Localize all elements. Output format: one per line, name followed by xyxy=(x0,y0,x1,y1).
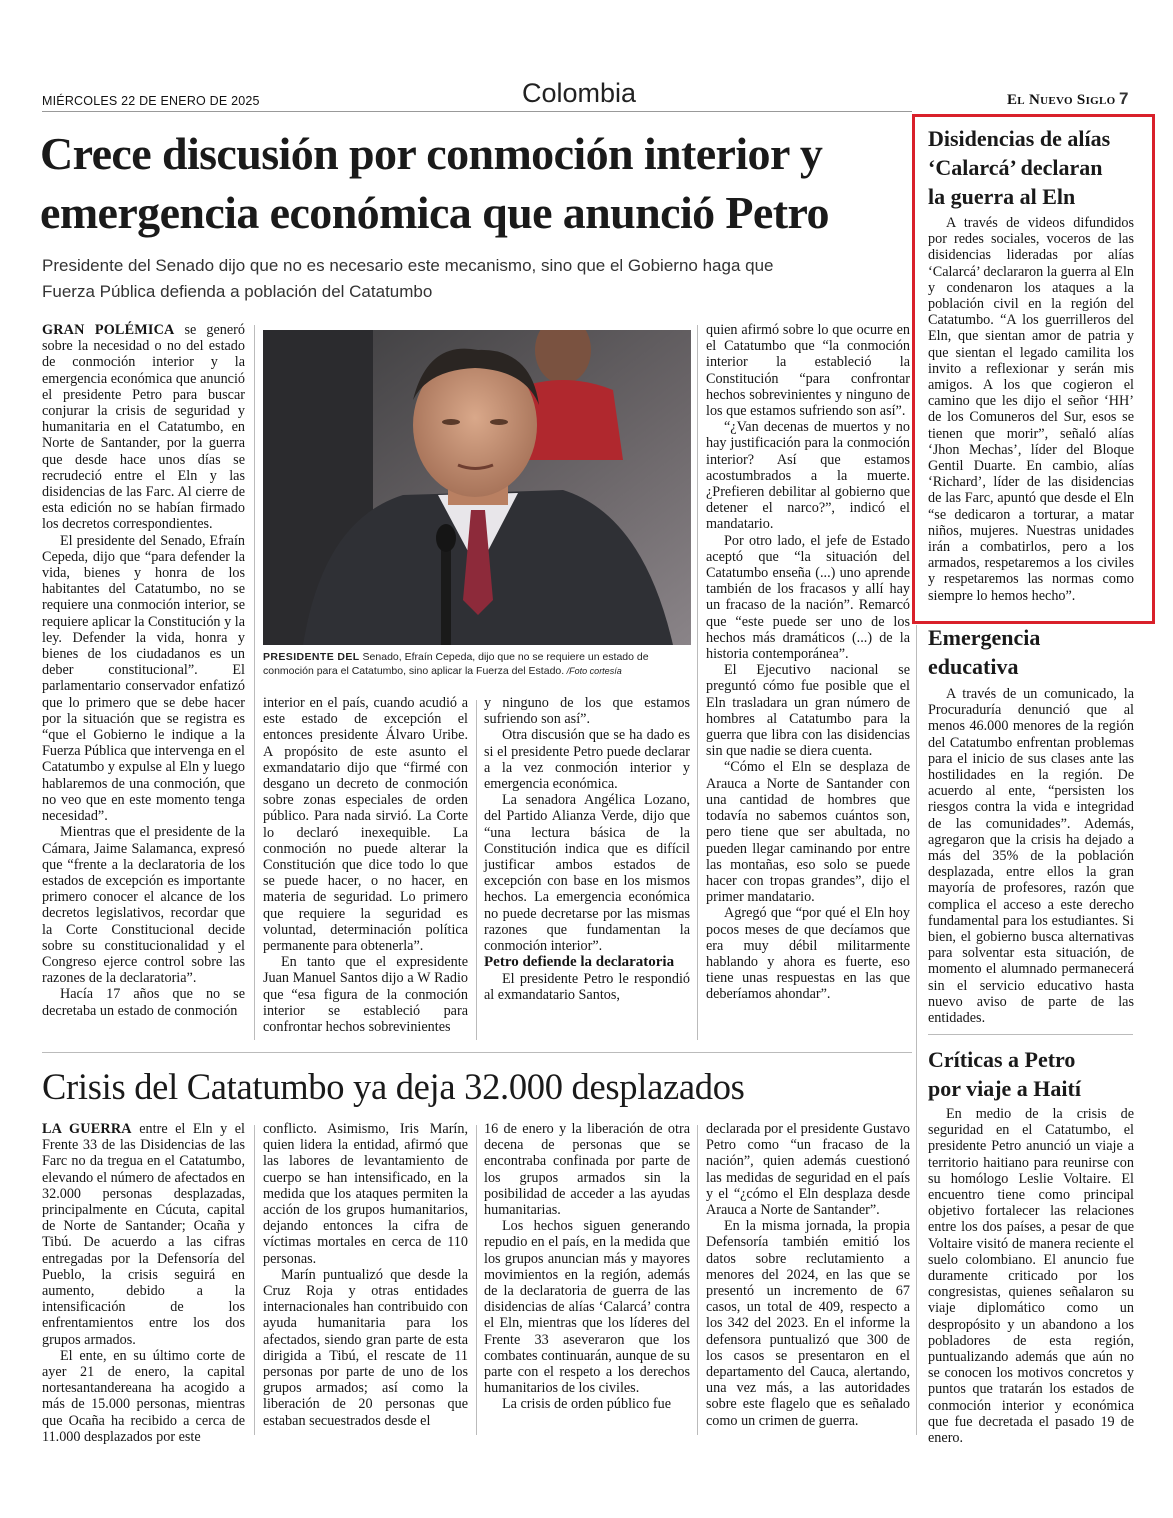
main-col4-p2: “¿Van decenas de muertos y no hay justificación para la conmoción interior? Así que estamos acostumbrados a la muerte. ¿Prefieren debilitar al gobierno que detener el narco?”, indicó el mandatario. xyxy=(706,419,910,533)
column-rule xyxy=(697,325,698,1040)
story3-body-text: En medio de la crisis de seguridad en el Catatumbo, el presidente Petro anunció un viaje a territorio haitiano para reunirse con su homólogo Leslie Voltaire. El encuentro tiene como principal objetivo fortalecer las relaciones entre los dos países, a pesar de que Voltaire visitó de manera reciente el suelo colombiano. El anuncio fue duramente criticado por los congresistas, quienes señalaron su viaje diplomático como un despropósito y un abandono a los pobladores de esta región, puntualizando además que aún no se conocen los motivos concretos y puntos que tratarán los estados de conmoción interior y económica que fue decretada el pasado 19 de enero. xyxy=(928,1106,1134,1447)
main-col4-p3: Por otro lado, el jefe de Estado aceptó que “la situación del Catatumbo enseña (...) uno aprende también de los fracasos y allí hay un fracaso de la nación”. Remarcó que “este puede ser uno de los hechos más dramáticos (...) de la historia contemporánea”. xyxy=(706,532,910,663)
second-col3-p2: Los hechos siguen generando repudio en el país, en la medida que los grupos anuncian más y mayores movimientos en la región, además de la declaratoria de guerra de las disidencias de alías ‘Calarcá’ contra el Eln, mientras que los líderes del Frente 33 aseveraron que los combates continuarán, aunque de su parte con el respeto a los derechos humanitarios de los civiles. xyxy=(484,1218,690,1397)
second-col3-p1: 16 de enero y la liberación de otra decena de personas que se encontraba confinada por parte de los grupos armados sin la posibilidad de acceder a las ayudas humanitarias. xyxy=(484,1121,690,1219)
main-col2-p1: interior en el país, cuando acudió a este estado de excepción el entonces presidente Álvaro Uribe. A propósito de este asunto el exmandatario dijo que “firmé con desgano un decreto de conmoción sobre zonas especiales de orden público. Para nada sirvió. La Corte lo declaró inexequible. La conmoción no puede alterar la Constitución que dice todo lo que se puede hacer, o no hacer, en materia de seguridad. Lo primero que requiere la seguridad es voluntad, determinación política permanente para obtenerla”. xyxy=(263,695,468,955)
main-col4-p5: “Cómo el Eln se desplaza de Arauca a Norte de Santander con una cantidad de hombres que todavía no sabemos cuántos son, pero tiene que ser abultada, no pueden llegar caminando por entre las montañas, eso solo se puede hacer con tropas grandes”, dijo el primer mandatario. xyxy=(706,759,910,906)
sidebar-story1-title xyxy=(928,124,1153,211)
subheadline-line1: Presidente del Senado dijo que no es necesario este mecanismo, sino que el Gobierno haga que xyxy=(42,256,774,275)
story2-body-text: A través de un comunicado, la Procuraduría denunció que al menos 46.000 menores de la región del Catatumbo enfrentan problemas para el inicio de sus clases ante las hostilidades en la región. De acuerdo al ente, “persisten los riesgos contra la vida e integridad de las comunidades”. Además, agregaron que la crisis ha dejado a más del 35% de la población desplazada, entre ellos la gran mayoría de profesores, razón que complica el acceso a este derecho fundamental para los estudiantes. Si bien, el gobierno busca alternativas para solventar esta situación, de momento el alumnado permanecerá sin el servicio educativo hasta nuevo aviso de parte de las entidades. xyxy=(928,686,1134,1027)
issue-date: MIÉRCOLES 22 DE ENERO DE 2025 xyxy=(42,94,260,108)
story-separator xyxy=(42,1052,912,1053)
main-col4-p1: quien afirmó sobre lo que ocurre en el Catatumbo que “la conmoción interior la estableció la Constitución “para confrontar hechos sobrevinientes y ninguno de los que estamos sufriendo son así”. xyxy=(706,322,910,420)
sidebar-story1-body xyxy=(928,215,1134,604)
main-col-4 xyxy=(706,322,910,1003)
column-rule xyxy=(476,1125,477,1435)
story3-title-line1: Críticas a Petro xyxy=(928,1047,1076,1072)
caption-credit: /Foto cortesía xyxy=(564,666,622,676)
main-col1-p2: El presidente del Senado, Efraín Cepeda, dijo que “para defender la vida, bienes y honra de los habitantes del Catatumbo, no se requiere una conmoción interior, se requiere aplicar la Constitución y la ley. Defender la vida, honra y bienes de los ciudadanos es un deber constitucional”. El parlamentario conservador enfatizó que lo primero que se debe hacer por la situación que se registra es “que el Gobierno le indique a la Fuerza Pública que intervenga en el Catatumbo y expulse al Eln y luego hablaremos de una conmoción, que no veo que en este momento tenga necesidad”. xyxy=(42,532,245,825)
second-col-2 xyxy=(263,1121,468,1429)
second-col1-p1 xyxy=(42,1121,245,1348)
section-name: Colombia xyxy=(522,78,637,108)
photo-caption xyxy=(263,650,691,678)
main-headline-line1: Crece discusión por conmoción interior y xyxy=(40,128,823,179)
main-col3-p4: El presidente Petro le respondió al exmandatario Santos, xyxy=(484,971,690,1004)
page-number: 7 xyxy=(1119,89,1129,108)
main-col1-p1-text: se generó sobre la necesidad o no del estado de conmoción interior y la emergencia económica que anunció el presidente Petro para buscar conjurar la crisis de seguridad y humanitaria en el Catatumbo, en Norte de Santander, por la guerra que desde hace unos días se recrudeció entre el Eln y las disidencias de las Farc. Al cierre de esta edición no se habían firmado los decretos correspondientes. xyxy=(42,322,246,533)
second-col2-p2: Marín puntualizó que desde la Cruz Roja y otras entidades internacionales han contribuido con ayuda humanitaria para los afectados, siendo gran parte de esta dirigida a Tibú, el rescate de 11 personas por parte de uno de los grupos armados; así como la liberación de 20 personas que estaban secuestrados desde el xyxy=(263,1266,468,1429)
main-col-3 xyxy=(484,695,690,1004)
story1-title-line3: la guerra al Eln xyxy=(928,184,1076,209)
second-col-3 xyxy=(484,1121,690,1413)
main-col3-p2: Otra discusión que se ha dado es si el presidente Petro puede declarar a la vez conmoción interior y emergencia económica. xyxy=(484,727,690,793)
story1-title-line2: ‘Calarcá’ declaran xyxy=(928,155,1103,180)
main-subheadline xyxy=(42,253,912,305)
sidebar-divider xyxy=(916,625,917,1435)
sidebar-separator xyxy=(928,1034,1133,1035)
story3-title-line2: por viaje a Haití xyxy=(928,1076,1081,1101)
column-rule xyxy=(476,700,477,1040)
story1-title-line1: Disidencias de alías xyxy=(928,126,1111,151)
second-col4-p1: declarada por el presidente Gustavo Petro como “un fracaso de la nación”, quien además cuestionó las medidas de seguridad en el país y el “¿cómo el Eln desplaza desde Arauca a Norte de Santander”. xyxy=(706,1121,910,1219)
second-col1-p2: El ente, en su último corte de ayer 21 de enero, la capital nortesantandereana ha acogido a más de 15.000 personas, mientras que Ocaña ha recibido a cerca de 11.000 desplazados por este xyxy=(42,1347,245,1445)
second-headline: Crisis del Catatumbo ya deja 32.000 desplazados xyxy=(42,1066,745,1107)
second-col2-p1: conflicto. Asimismo, Iris Marín, quien lidera la entidad, afirmó que las labores de levantamiento de cuerpo se han intensificado, en la medida que los ataques permiten la acción de los grupos humanitarios, dejando entonces la cifra de víctimas mortales en cerca de 110 personas. xyxy=(263,1121,468,1267)
column-rule xyxy=(697,1125,698,1435)
story2-title-line2: educativa xyxy=(928,654,1019,679)
main-col-1 xyxy=(42,322,245,1019)
sidebar-story3-title xyxy=(928,1045,1153,1103)
column-rule xyxy=(254,1125,255,1435)
masthead-logo: El Nuevo Siglo xyxy=(1007,92,1116,108)
second-col4-p2: En la misma jornada, la propia Defensoría también emitió los datos sobre reclutamiento a menores del 2024, en las que se presentó un incremento de 67 casos, un total de 409, respecto a los 342 del 2023. En el informe la defensora puntualizó que 300 de los casos se presentaron en el departamento del Cauca, alertando, una vez más, a las autoridades sobre este flagelo que es señalado como un crimen de guerra. xyxy=(706,1218,910,1429)
caption-text: Senado, Efraín Cepeda, dijo que no se requiere un estado de conmoción para el Catatumbo, sino aplicar la Fuerza del Estado. xyxy=(263,651,649,677)
photo-illustration xyxy=(263,330,691,645)
main-col4-p4: El Ejecutivo nacional se preguntó cómo fue posible que el Eln trasladara un gran número de hombres al Catatumbo para la guerra que libra con las disidencias sin que nadie se diera cuenta. xyxy=(706,662,910,760)
main-headline-line2: emergencia económica que anunció Petro xyxy=(40,187,829,238)
second-lead-word: LA GUERRA xyxy=(42,1121,132,1137)
subheadline-line2: Fuerza Pública defienda a población del Catatumbo xyxy=(42,282,433,301)
main-col1-p4: Hacía 17 años que no se decretaba un estado de conmoción xyxy=(42,986,245,1019)
main-subhead: Petro defiende la declaratoria xyxy=(484,954,675,971)
main-col3-p3: La senadora Angélica Lozano, del Partido Alianza Verde, dijo que “una lectura básica de la Constitución indica que es difícil justificar ambos estados de excepción con base en los mismos hechos. La emergencia económica no puede decretarse por las mismas razones que fundamentan la conmoción interior”. xyxy=(484,792,690,955)
header-rule xyxy=(42,111,912,112)
main-col-2 xyxy=(263,695,468,1035)
main-headline xyxy=(40,124,920,242)
story2-title-line1: Emergencia xyxy=(928,625,1041,650)
photo-efrain-cepeda xyxy=(263,330,691,645)
second-col1-p1-text: entre el Eln y el Frente 33 de las Disidencias de las Farc no da tregua en el Catatumbo, elevando el número de afectados en 32.000 personas desplazadas, principalmente en Cúcuta, capital de Norte de Santander; Ocaña y Tibú. De acuerdo a las cifras entregadas por la Defensoría del Pueblo, la crisis seguirá en aumento, debido a la intensificación de los enfrentamientos entre los dos grupos armados. xyxy=(42,1121,245,1348)
main-col2-p2: En tanto que el expresidente Juan Manuel Santos dijo a W Radio que “esa figura de la conmoción interior se estableció para confrontar hechos sobrevinientes xyxy=(263,954,468,1036)
main-col1-p3: Mientras que el presidente de la Cámara, Jaime Salamanca, expresó que “frente a la declaratoria de los estados de excepción es importante primero conocer el alcance de los decretos legislativos, recordar que la Corte Constitucional decide sobre su constitucionalidad y el Congreso ejerce control sobre las razones de la declaratoria”. xyxy=(42,824,245,987)
main-col4-p6: Agregó que “por qué el Eln hoy pocos meses de que decíamos que era muy débil militarmente hablando y ahora es fuerte, eso tiene unas respuestas en las que deberíamos ahondar”. xyxy=(706,905,910,1003)
caption-lead: PRESIDENTE DEL xyxy=(263,651,360,663)
main-col1-p1 xyxy=(42,322,245,533)
second-col3-p3: La crisis de orden público fue xyxy=(502,1396,672,1413)
second-col-4 xyxy=(706,1121,910,1429)
main-col3-p1: y ninguno de los que estamos sufriendo son así”. xyxy=(484,695,690,728)
main-lead-word: GRAN POLÉMICA xyxy=(42,322,175,338)
column-rule xyxy=(254,325,255,1040)
sidebar-story2-title xyxy=(928,623,1153,681)
second-col-1 xyxy=(42,1121,245,1445)
story1-body-text: A través de videos difundidos por redes sociales, voceros de las disidencias lideradas por alías ‘Calarcá’ declararon la guerra al Eln y condenaron los ataques a la población civil en la región del Catatumbo. “A los guerrilleros del Eln, que sientan amor de patria y que sientan el legado camilita los invito a reflexionar y serán mis amigos. A los que cogieron el camino que les dijo el señor ‘HH’ de los Comuneros del Sur, esos se tienen que morir”, señaló alías ‘Jhon Mechas’, líder del Bloque Gentil Duarte. En cambio, alías ‘Richard’, líder de las disidencias de las Farc, apuntó que desde el Eln “se dedicaron a torturar, a matar niños, mujeres. Nuestras unidades irán a combatirlos, pero a los armados, respetaremos a los civiles y respetaremos las normas como siempre lo hemos hecho”. xyxy=(928,215,1134,604)
sidebar-story3-body xyxy=(928,1106,1134,1446)
sidebar-story2-body xyxy=(928,686,1134,1026)
